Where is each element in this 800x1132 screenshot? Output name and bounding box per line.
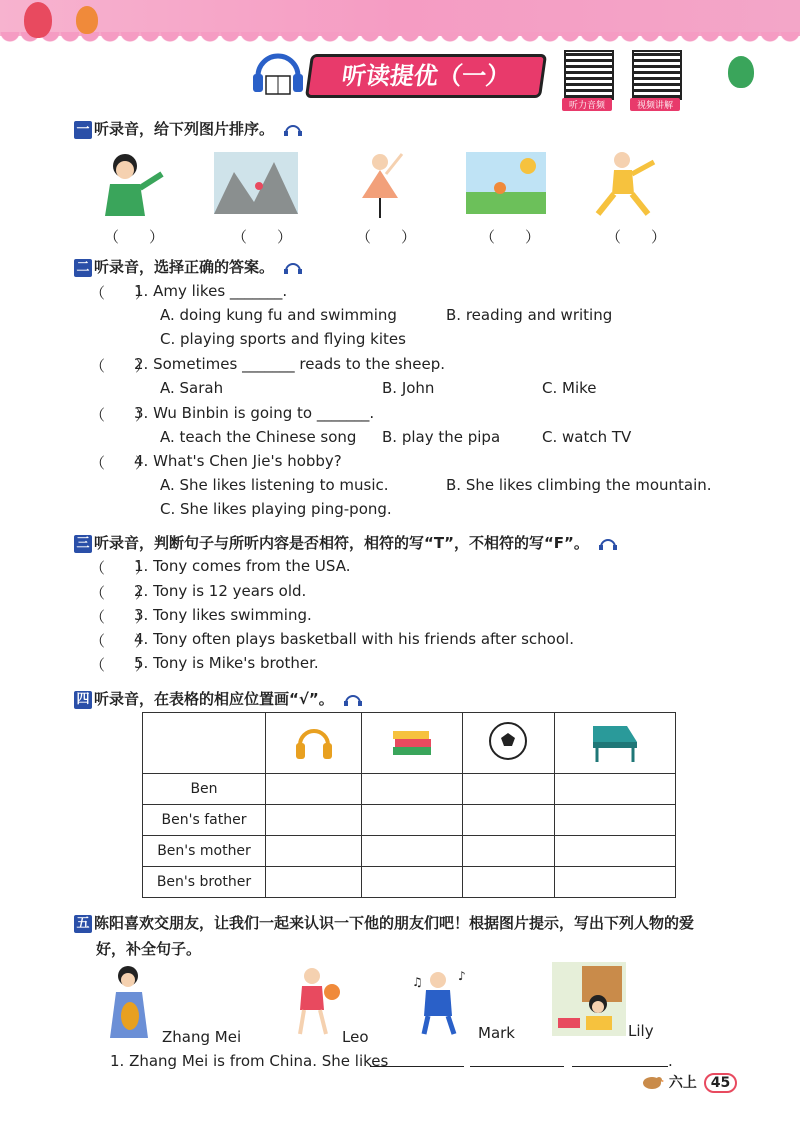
section-number: 一	[74, 121, 92, 139]
qr-code-audio[interactable]	[564, 50, 614, 100]
grade-label: 六上	[668, 1075, 697, 1091]
answer-paren[interactable]: （ ）	[90, 357, 151, 375]
headphone-book-icon	[250, 46, 306, 102]
mountain-climbing-picture	[214, 152, 298, 214]
section-3-title	[74, 532, 618, 553]
statement: 5. Tony is Mike's brother.	[134, 654, 319, 672]
option-c: C. Mike	[542, 379, 597, 397]
headphone-icon[interactable]	[283, 122, 303, 136]
section-5-title-continued: 好，补全句子。	[96, 940, 202, 958]
dancing-girl-picture	[350, 148, 410, 222]
table-cell[interactable]	[462, 805, 554, 836]
question-1: 1. Amy likes _______.	[134, 282, 288, 300]
table-cell[interactable]	[555, 836, 676, 867]
option-a: A. Sarah	[160, 379, 224, 397]
option-c: C. watch TV	[542, 428, 632, 446]
balloon-decoration	[728, 56, 754, 88]
section-number: 二	[74, 259, 92, 277]
table-cell[interactable]	[362, 805, 462, 836]
question-4: 4. What's Chen Jie's hobby?	[134, 452, 342, 470]
statement: 2. Tony is 12 years old.	[134, 582, 307, 600]
option-b: B. play the pipa	[382, 428, 501, 446]
row-label: Ben's father	[143, 805, 266, 836]
section-2-title	[74, 256, 303, 277]
option-a: A. teach the Chinese song	[160, 428, 357, 446]
section-text: 听录音，给下列图片排序。	[94, 120, 275, 138]
friend-name: Lily	[628, 1022, 654, 1040]
answer-paren[interactable]: （ ）	[90, 284, 151, 302]
answer-paren[interactable]: （ ）	[480, 228, 541, 246]
table-cell[interactable]	[555, 805, 676, 836]
page-number: 45	[704, 1073, 737, 1093]
balloon-decoration	[76, 6, 98, 34]
table-header	[266, 713, 362, 774]
table-cell[interactable]	[362, 836, 462, 867]
section-text: 听录音，在表格的相应位置画“√”。	[94, 690, 334, 708]
table-cell[interactable]	[266, 867, 362, 898]
table-cell[interactable]	[362, 774, 462, 805]
option-b: B. John	[382, 379, 435, 397]
fill-sentence: 1. Zhang Mei is from China. She likes	[110, 1052, 389, 1070]
qr-video-label: 视频讲解	[630, 98, 680, 111]
kung-fu-boy-picture	[592, 148, 662, 220]
headphone-icon[interactable]	[598, 536, 618, 550]
page-footer	[640, 1072, 737, 1093]
row-label: Ben's mother	[143, 836, 266, 867]
headphone-icon[interactable]	[283, 260, 303, 274]
friend-name: Zhang Mei	[162, 1028, 242, 1046]
question-3: 3. Wu Binbin is going to _______.	[134, 404, 375, 422]
headphones-icon	[292, 719, 336, 763]
reading-girl-picture	[552, 962, 626, 1036]
kite-flying-picture	[466, 152, 546, 214]
table-cell[interactable]	[266, 805, 362, 836]
answer-paren[interactable]: （ ）	[90, 584, 151, 602]
table-cell[interactable]	[462, 836, 554, 867]
option-c: C. playing sports and flying kites	[160, 330, 406, 348]
section-text: 听录音，选择正确的答案。	[94, 258, 275, 276]
statement: 1. Tony comes from the USA.	[134, 557, 351, 575]
top-decoration-band	[0, 0, 800, 36]
singing-boy-picture	[90, 150, 170, 218]
section-1-title	[74, 118, 303, 139]
friend-name: Leo	[342, 1028, 369, 1046]
pipa-girl-picture	[100, 962, 160, 1042]
qr-code-video[interactable]	[632, 50, 682, 100]
option-b: B. She likes climbing the mountain.	[446, 476, 712, 494]
row-label: Ben	[143, 774, 266, 805]
section-text: 陈阳喜欢交朋友，让我们一起来认识一下他的朋友们吧！根据图片提示，写出下列人物的爱	[94, 914, 695, 932]
qr-audio-label: 听力音频	[562, 98, 612, 111]
answer-paren[interactable]: （ ）	[606, 228, 667, 246]
section-number: 三	[74, 535, 92, 553]
answer-blank[interactable]	[370, 1066, 464, 1067]
basketball-boy-picture	[290, 964, 346, 1040]
football-icon	[487, 720, 529, 762]
headphone-icon[interactable]	[343, 692, 363, 706]
table-header	[462, 713, 554, 774]
bird-icon	[640, 1074, 664, 1090]
option-b: B. reading and writing	[446, 306, 613, 324]
answer-paren[interactable]: （ ）	[356, 228, 417, 246]
table-cell[interactable]	[362, 867, 462, 898]
section-text: 听录音，判断句子与所听内容是否相符，相符的写“T”，不相符的写“F”。	[94, 534, 589, 552]
answer-paren[interactable]: （ ）	[90, 656, 151, 674]
answer-paren[interactable]: （ ）	[90, 454, 151, 472]
question-2: 2. Sometimes _______ reads to the sheep.	[134, 355, 446, 373]
table-cell[interactable]	[266, 774, 362, 805]
table-cell[interactable]	[462, 774, 554, 805]
page-title: 听读提优（一）	[305, 54, 547, 98]
table-cell[interactable]	[462, 867, 554, 898]
section-5-title	[74, 912, 694, 933]
table-header	[555, 713, 676, 774]
answer-paren[interactable]: （ ）	[90, 406, 151, 424]
answer-paren[interactable]: （ ）	[90, 559, 151, 577]
svg-text:♫: ♫	[412, 975, 423, 989]
section-4-title	[74, 688, 363, 709]
sentence-period: .	[668, 1052, 673, 1070]
answer-blank[interactable]	[470, 1066, 564, 1067]
table-header	[362, 713, 462, 774]
row-label: Ben's brother	[143, 867, 266, 898]
hobby-table	[142, 712, 676, 898]
page-header	[250, 46, 700, 110]
answer-blank[interactable]	[572, 1066, 668, 1067]
option-a: A. She likes listening to music.	[160, 476, 389, 494]
dancing-man-picture	[408, 966, 472, 1036]
answer-paren[interactable]: （ ）	[104, 228, 165, 246]
option-a: A. doing kung fu and swimming	[160, 306, 397, 324]
svg-text:♪: ♪	[458, 969, 466, 983]
table-cell[interactable]	[555, 867, 676, 898]
statement: 4. Tony often plays basketball with his friends after school.	[134, 630, 574, 648]
table-cell[interactable]	[555, 774, 676, 805]
table-cell[interactable]	[266, 836, 362, 867]
table-corner	[143, 713, 266, 774]
answer-paren[interactable]: （ ）	[90, 632, 151, 650]
books-icon	[389, 721, 435, 761]
section-number: 四	[74, 691, 92, 709]
answer-paren[interactable]: （ ）	[232, 228, 293, 246]
balloon-decoration	[24, 2, 52, 38]
statement: 3. Tony likes swimming.	[134, 606, 312, 624]
section-number: 五	[74, 915, 92, 933]
piano-icon	[587, 718, 643, 764]
answer-paren[interactable]: （ ）	[90, 608, 151, 626]
option-c: C. She likes playing ping-pong.	[160, 500, 392, 518]
friend-name: Mark	[478, 1024, 515, 1042]
